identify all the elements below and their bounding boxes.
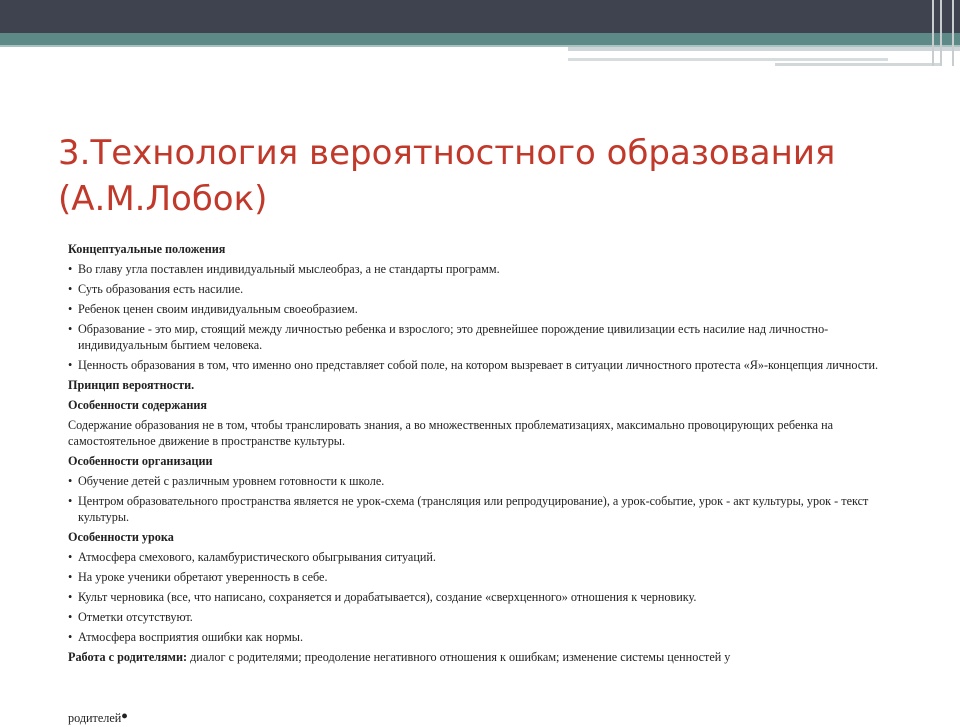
list-item [68,549,898,565]
principle-heading: Принцип вероятности. [68,378,195,392]
list-item [68,609,898,625]
list-item [68,493,898,525]
list-item [68,301,898,317]
bullet-icon: • [68,630,73,644]
decorative-vertical-bars [932,0,954,66]
list-item-text: Обучение детей с различным уровнем готовности к школе. [78,474,385,488]
list-item-text: Культ черновика (все, что написано, сохраняется и дорабатывается), создание «сверхценного» отношения к черновику. [78,590,697,604]
bullet-icon: • [68,610,73,624]
list-item-text: На уроке ученики обретают уверенность в себе. [78,570,328,584]
list-item [68,629,898,645]
bullet-icon: • [68,282,73,296]
list-item-text: Атмосфера восприятия ошибки как нормы. [78,630,304,644]
bullet-icon: • [68,494,73,508]
list-item-text: Ребенок ценен своим индивидуальным своеобразием. [78,302,358,316]
parents-paragraph [68,649,898,665]
content-paragraph: Содержание образования не в том, чтобы транслировать знания, а во множественных проблематизациях, максимально провоцирующих ребенка на самостоятельное движение в пространстве культуры. [68,418,834,448]
concept-heading: Концептуальные положения [68,242,226,256]
list-item [68,473,898,489]
slide-title-line-1: 3.Технология вероятностного образования [58,133,836,173]
decorative-stripe [568,58,888,61]
bullet-icon: • [68,302,73,316]
end-bullet-icon: • [121,706,128,726]
list-item-text: Образование - это мир, стоящий между личностью ребенка и взрослого; это древнейшее порождение цивилизации есть насилие над личностно-индивидуальным бытием человека. [78,322,829,352]
bullet-icon: • [68,570,73,584]
list-item-text: Во главу угла поставлен индивидуальный мыслеобраз, а не стандарты программ. [78,262,500,276]
lesson-heading: Особенности урока [68,530,174,544]
list-item [68,589,898,605]
list-item-text: Ценность образования в том, что именно оно представляет собой поле, на котором вызревает в ситуации личностного протеста «Я»-концепция личности. [78,358,879,372]
list-item [68,569,898,585]
parents-text: диалог с родителями; преодоление негативного отношения к ошибкам; изменение системы ценностей у [187,650,731,664]
bullet-icon: • [68,322,73,336]
slide-title-line-2: (А.М.Лобок) [58,179,268,219]
list-item [68,281,898,297]
list-item [68,321,898,353]
parents-tail [68,706,128,727]
slide-title [58,130,918,222]
content-heading: Особенности содержания [68,398,208,412]
organization-heading: Особенности организации [68,454,213,468]
parents-tail-text: родителей [68,711,122,725]
decorative-stripe [568,47,960,51]
list-item [68,261,898,277]
bullet-icon: • [68,550,73,564]
list-item-text: Отметки отсутствуют. [78,610,193,624]
bullet-icon: • [68,590,73,604]
list-item-text: Суть образования есть насилие. [78,282,244,296]
list-item [68,357,898,373]
parents-heading: Работа с родителями: [68,650,188,664]
list-item-text: Атмосфера смехового, каламбуристического обыгрывания ситуаций. [78,550,436,564]
list-item-text: Центром образовательного пространства является не урок-схема (трансляция или репродуцирование), а урок-событие, урок - акт культуры, урок - текст культуры. [78,494,869,524]
bullet-icon: • [68,358,73,372]
bullet-icon: • [68,474,73,488]
slide-body [68,241,898,669]
top-teal-band [0,33,960,45]
bullet-icon: • [68,262,73,276]
top-dark-band [0,0,960,33]
decorative-stripe [775,63,940,66]
